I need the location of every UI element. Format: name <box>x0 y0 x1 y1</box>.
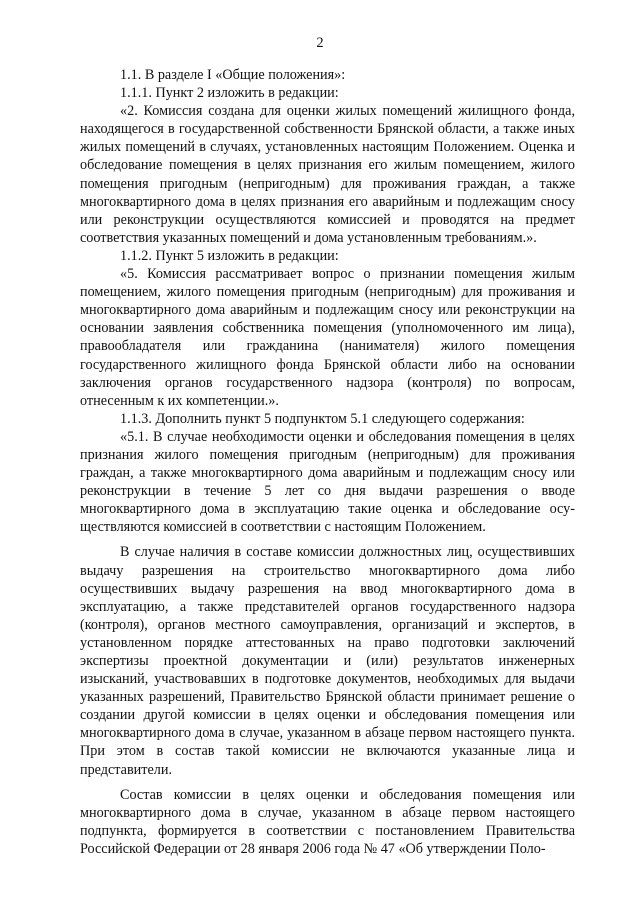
paragraph-commission-composition: Состав комиссии в целях оценки и обследования помещения или многоквартирного дома в случае, указанном в абзаце первом настоящего подпункта, формируется в соответствии с постановлением Правительства Российской Федерации от 28 января 2006 года № 47 «Об утверждении Поло- <box>80 786 575 857</box>
paragraph-item-1-1-2: 1.1.2. Пункт 5 изложить в редакции: <box>120 247 339 264</box>
page-number: 2 <box>316 35 324 51</box>
paragraph-clause-5: «5. Комиссия рассматривает вопрос о признании помещения жилым помещением, жилого помещения пригодным (непригодным) для проживания и многоквартирного дома аварийным и подлежащим сносу или реконструкции на основании заявления собственника помещения (уполномоченного им лица), правообладателя или гражданина (нанимателя) жилого помещения государственного жилищного фонда Брянской области либо на основании заключения органов государственного надзора (контроля) по вопросам, отнесенным к их компетенции.». <box>80 266 575 409</box>
paragraph-clause-5-1: «5.1. В случае необходимости оценки и обследования помещения в целях признания жилого помещения пригодным (непригодным) для проживания граждан, а также многоквартирного дома аварийным и подлежащим сносу или реконструкции в течение 5 лет со дня выдачи разрешения о вводе многоквартирного дома в эксплуатацию такие оценка и обследование осуществляются комиссией в соответствии с настоящим Положением. <box>80 428 575 536</box>
paragraph-commission-members: В случае наличия в составе комиссии должностных лиц, осуществивших выдачу разрешения на строительство многоквартирного дома либо осуществивших выдачу разрешения на ввод многоквартирного дома в эксплуатацию, а также представителей органов государственного надзора (контроля), органов местного самоуправления, организаций и экспертов, в установленном порядке аттестованных на право подготовки заключений экспертизы проектной документации и (или) результатов инженерных изысканий, участвовавших в подготовке документов, необходимых для выдачи указанных разрешений, Правительство Брянской области принимает решение о создании другой комиссии в целях оценки и обследования помещения или многоквартирного дома в случае, указанном в абзаце первом настоящего пункта. При этом в состав такой комиссии не включаются указанные лица и представители. <box>80 544 575 778</box>
paragraph-item-1-1-1: 1.1.1. Пункт 2 изложить в редакции: <box>120 85 339 102</box>
paragraph-section-header: 1.1. В разделе I «Общие положения»: <box>120 67 346 83</box>
document-body <box>80 66 575 858</box>
paragraph-item-1-1-3: 1.1.3. Дополнить пункт 5 подпунктом 5.1 следующего содержания: <box>120 410 525 427</box>
paragraph-clause-2: «2. Комиссия создана для оценки жилых помещений жилищного фонда, находящегося в государственной собственности Брянской области, а также иных жилых помещений в случаях, установленных настоящим Положением. Оценка и обследование помещения в целях признания его жилым помещением, жилого помещения пригодным (непригодным) для проживания граждан, а также многоквартирного дома в целях признания его аварийным и подлежащим сносу или реконструкции осуществляются комиссией и проводятся на предмет соответствия указанных помещений и дома установленным требованиям.». <box>80 103 575 246</box>
